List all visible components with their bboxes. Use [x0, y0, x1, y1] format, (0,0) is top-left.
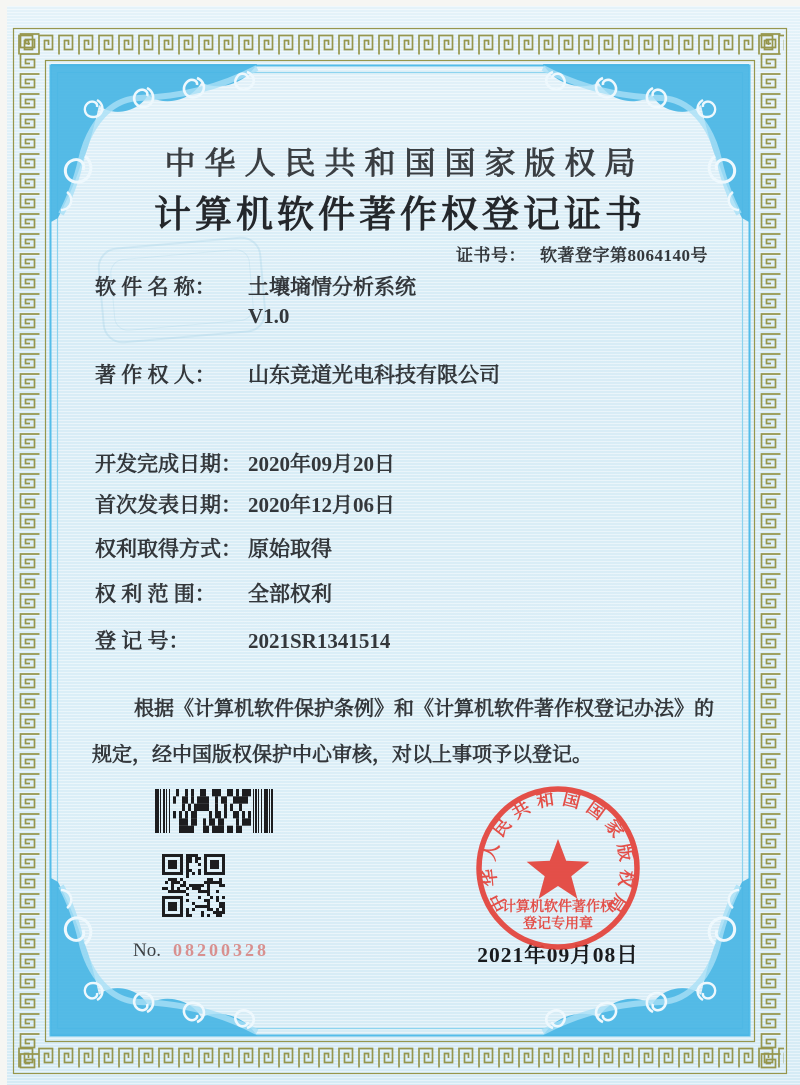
certificate-number-line [456, 241, 708, 266]
seal-text-line1: 计算机软件著作权 [502, 900, 614, 915]
scan-edge-top [0, 0, 800, 6]
field-label: 软 件 名 称： [95, 275, 216, 299]
registration-statement [92, 686, 720, 778]
serial-number-line [133, 940, 269, 962]
statement-line-2: 规定，经中国版权保护中心审核，对以上事项予以登记。 [92, 744, 592, 766]
serial-prefix: No. [133, 940, 161, 961]
field-value: 山东竞道光电科技有限公司 [248, 363, 500, 387]
issuer-title: 中华人民共和国国家版权局 [164, 146, 645, 181]
field-value: 2020年09月20日 [248, 452, 395, 476]
seal-text-line2: 登记专用章 [523, 917, 593, 932]
field-value: 原始取得 [248, 537, 332, 561]
statement-line-1: 根据《计算机软件保护条例》和《计算机软件著作权登记办法》的 [134, 698, 714, 720]
qr-code-icon [162, 854, 225, 917]
serial-number: 08200328 [172, 940, 269, 960]
field-row-dev-complete-date [95, 449, 395, 479]
field-row-copyright-owner [95, 360, 500, 390]
field-row-rights-scope [95, 579, 332, 609]
field-label: 权利取得方式： [95, 537, 242, 561]
field-label: 著 作 权 人： [95, 363, 216, 387]
certificate-number-label: 证书号： [456, 246, 526, 265]
field-value: 土壤墒情分析系统 [248, 275, 416, 299]
field-label: 登 记 号： [95, 629, 190, 653]
field-row-registration-number [95, 626, 390, 656]
field-label: 首次发表日期： [95, 493, 242, 517]
field-value: 2021SR1341514 [248, 629, 391, 653]
field-row-software-name [95, 272, 416, 302]
field-value: 全部权利 [248, 582, 332, 606]
certificate-number-value: 软著登字第8064140号 [540, 246, 708, 265]
field-label: 开发完成日期： [95, 452, 242, 476]
field-label: 权 利 范 围： [95, 582, 216, 606]
field-value: 2020年12月06日 [248, 493, 395, 517]
issue-date: 2021年09月08日 [477, 943, 639, 967]
seal-ring-text: 中华人民共和国国家版权局 [478, 788, 638, 922]
software-version: V1.0 [248, 304, 290, 328]
field-row-rights-acquisition [95, 534, 332, 564]
certificate-title: 计算机软件著作权登记证书 [154, 195, 646, 236]
field-row-first-publish-date [95, 490, 395, 520]
official-seal [470, 780, 646, 956]
star-icon [527, 839, 590, 899]
pdf417-barcode-icon [155, 789, 273, 833]
scan-edge-left [0, 0, 7, 1085]
